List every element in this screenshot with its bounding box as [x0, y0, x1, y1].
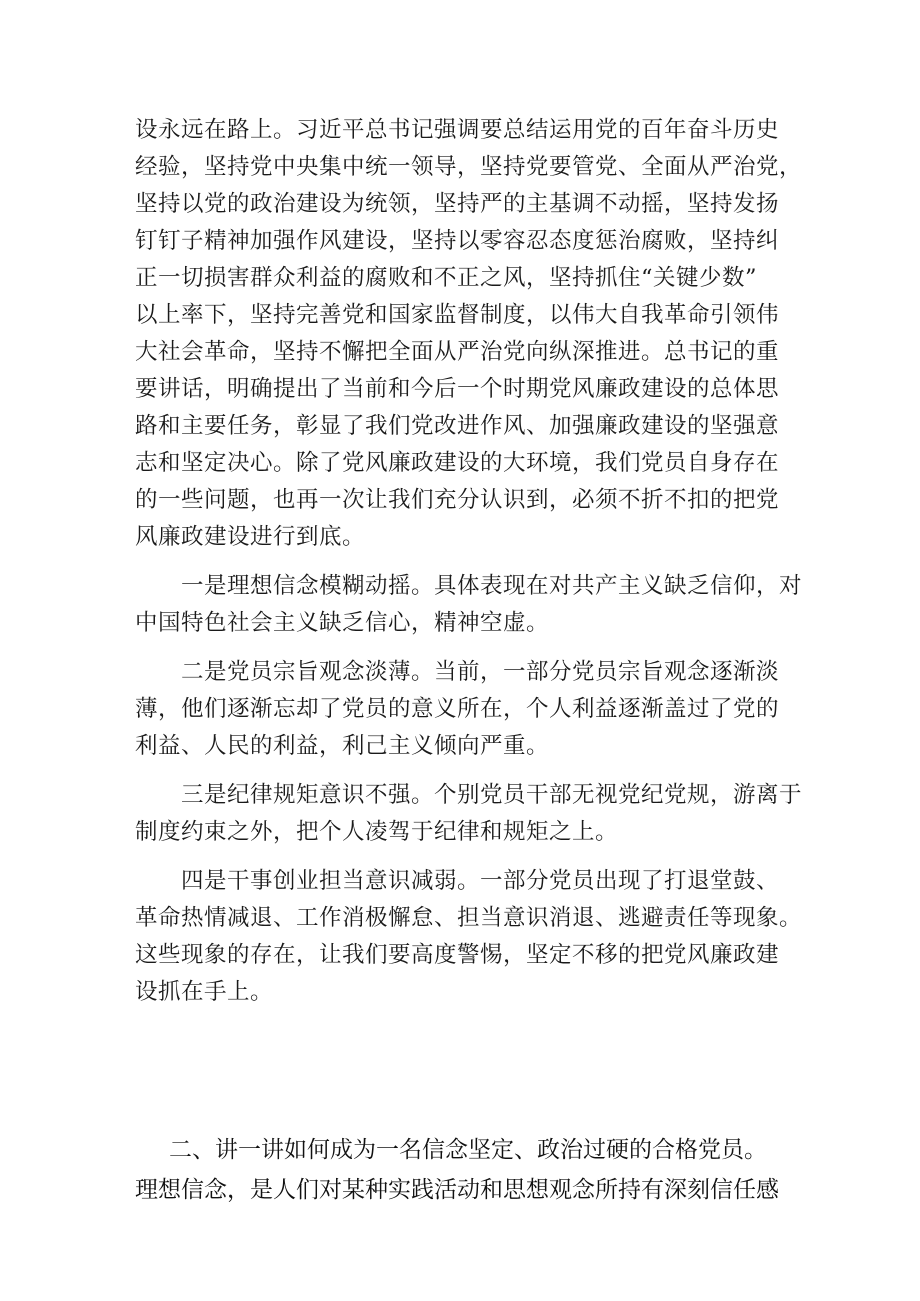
text-line: 一是理想信念模糊动摇。具体表现在对共产主义缺乏信仰，对 — [181, 573, 803, 599]
text-line: 这些现象的存在，让我们要高度警惕，坚定不移的把党风廉政建 — [135, 942, 780, 968]
paragraph-1 — [135, 112, 803, 556]
text-line: 以上率下，坚持完善党和国家监督制度，以伟大自我革命引领伟 — [135, 302, 780, 328]
text-line: 利益、人民的利益，利己主义倾向严重。 — [135, 733, 550, 759]
section-heading-block — [135, 1130, 815, 1210]
text-line: 正一切损害群众利益的腐败和不正之风，坚持抓住“关键少数” — [135, 265, 758, 291]
text-line: 制度约束之外，把个人凌驾于纪律和规矩之上。 — [135, 819, 619, 845]
text-line: 经验，坚持党中央集中统一领导，坚持党要管党、全面从严治党， — [135, 154, 803, 180]
paragraph-3 — [135, 654, 795, 765]
text-line: 钉钉子精神加强作风建设，坚持以零容忍态度惩治腐败，坚持纠 — [135, 228, 780, 254]
text-line: 革命热情减退、工作消极懈怠、担当意识消退、逃避责任等现象。 — [135, 905, 803, 931]
text-line: 设永远在路上。习近平总书记强调要总结运用党的百年奋斗历史 — [135, 117, 780, 143]
text-line: 坚持以党的政治建设为统领，坚持严的主基调不动摇，坚持发扬 — [135, 191, 780, 217]
text-line: 志和坚定决心。除了党风廉政建设的大环境，我们党员自身存在 — [135, 450, 780, 476]
text-line: 中国特色社会主义缺乏信心，精神空虚。 — [135, 610, 550, 636]
text-line: 路和主要任务，彰显了我们党改进作风、加强廉政建设的坚强意 — [135, 413, 780, 439]
section-heading: 二、讲一讲如何成为一名信念坚定、政治过硬的合格党员。 — [169, 1137, 767, 1163]
document-body — [135, 112, 803, 1011]
paragraph-4 — [135, 777, 803, 851]
text-line: 设抓在手上。 — [135, 979, 274, 1005]
text-line: 大社会革命，坚持不懈把全面从严治党向纵深推进。总书记的重 — [135, 339, 780, 365]
paragraph-5 — [135, 863, 803, 1011]
paragraph-2 — [135, 568, 803, 642]
text-line: 薄，他们逐渐忘却了党员的意义所在，个人利益逐渐盖过了党的 — [135, 696, 780, 722]
text-line: 风廉政建设进行到底。 — [135, 524, 366, 550]
section-heading-continuation: 理想信念，是人们对某种实践活动和思想观念所持有深刻信任感 — [135, 1177, 779, 1203]
text-line: 二是党员宗旨观念淡薄。当前，一部分党员宗旨观念逐渐淡 — [181, 659, 780, 685]
text-line: 三是纪律规矩意识不强。个别党员干部无视党纪党规，游离于 — [181, 782, 803, 808]
text-line: 的一些问题，也再一次让我们充分认识到，必须不折不扣的把党 — [135, 487, 780, 513]
text-line: 要讲话，明确提出了当前和今后一个时期党风廉政建设的总体思 — [135, 376, 780, 402]
text-line: 四是干事创业担当意识减弱。一部分党员出现了打退堂鼓、 — [181, 868, 780, 894]
